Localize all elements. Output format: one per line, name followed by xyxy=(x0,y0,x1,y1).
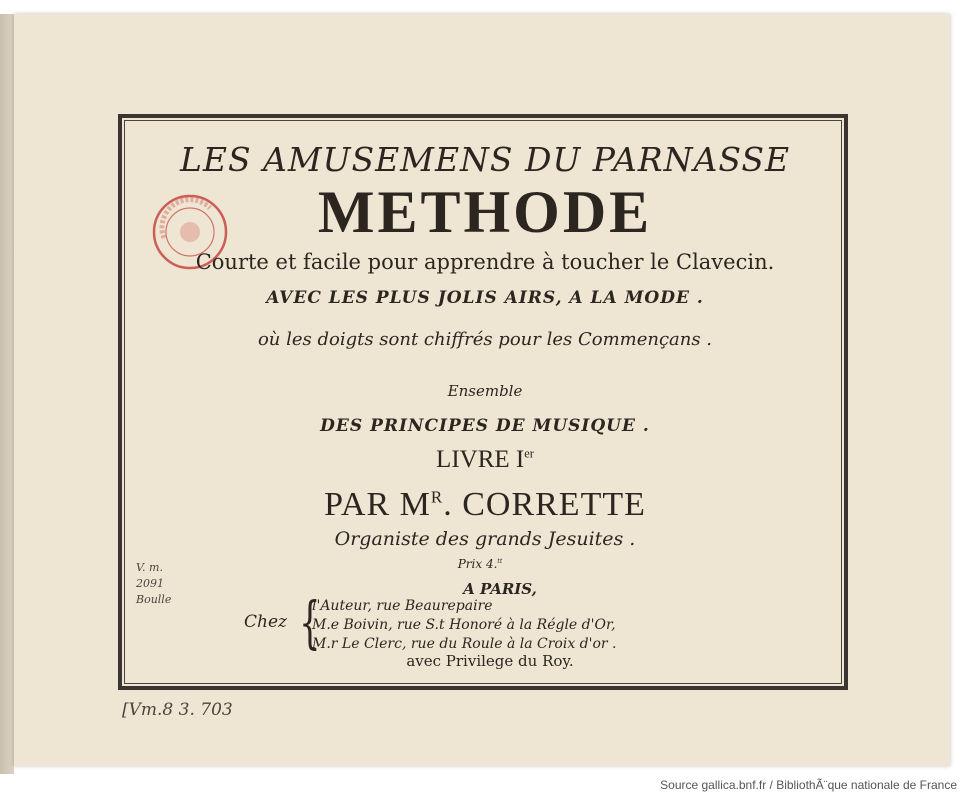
book-spine xyxy=(0,14,14,774)
address-item: M.e Boivin, rue S.t Honoré à la Régle d'Or, xyxy=(312,617,616,633)
par-text: PAR M xyxy=(324,486,431,523)
livre-sup: er xyxy=(524,446,534,461)
address-item: l'Auteur, rue Beaurepaire xyxy=(312,598,493,614)
chez-label: Chez xyxy=(244,612,287,632)
margin-note-line: 2091 xyxy=(136,577,164,590)
author-name: . CORRETTE xyxy=(443,486,646,523)
price-line xyxy=(380,557,580,571)
subtitle-line: Courte et facile pour apprendre à toucher le Clavecin. xyxy=(195,250,775,274)
principles-line: DES PRINCIPES DE MUSIQUE . xyxy=(320,416,650,436)
prix-text: Prix 4. xyxy=(457,557,498,571)
ensemble-line: Ensemble xyxy=(447,382,523,400)
paris-line: A PARIS, xyxy=(463,580,537,598)
source-credit: Source gallica.bnf.fr / BibliothÃ¨que nationale de France xyxy=(660,778,957,792)
author-line xyxy=(140,486,830,524)
livre-text: LIVRE I xyxy=(436,446,525,473)
par-sup: R xyxy=(430,487,444,507)
address-item: M.r Le Clerc, rue du Roule à la Croix d'or . xyxy=(312,636,617,652)
margin-note-line: Boulle xyxy=(136,593,172,606)
margin-note-line: V. m. xyxy=(136,561,163,574)
method-heading: METHODE xyxy=(317,179,653,245)
prix-sup: tt xyxy=(497,558,503,565)
book-number xyxy=(140,446,830,474)
brace-icon: { xyxy=(299,591,321,656)
margin-annotation xyxy=(136,560,171,608)
title-line: LES AMUSEMENS DU PARNASSE xyxy=(179,140,791,179)
organist-line: Organiste des grands Jesuites . xyxy=(334,528,636,550)
fingering-line: où les doigts sont chiffrés pour les Commençans . xyxy=(257,329,713,350)
shelfmark: [Vm.8 3. 703 xyxy=(122,700,233,720)
airs-line: AVEC LES PLUS JOLIS AIRS, A LA MODE . xyxy=(266,288,704,308)
privilege-line: avec Privilege du Roy. xyxy=(406,652,574,670)
